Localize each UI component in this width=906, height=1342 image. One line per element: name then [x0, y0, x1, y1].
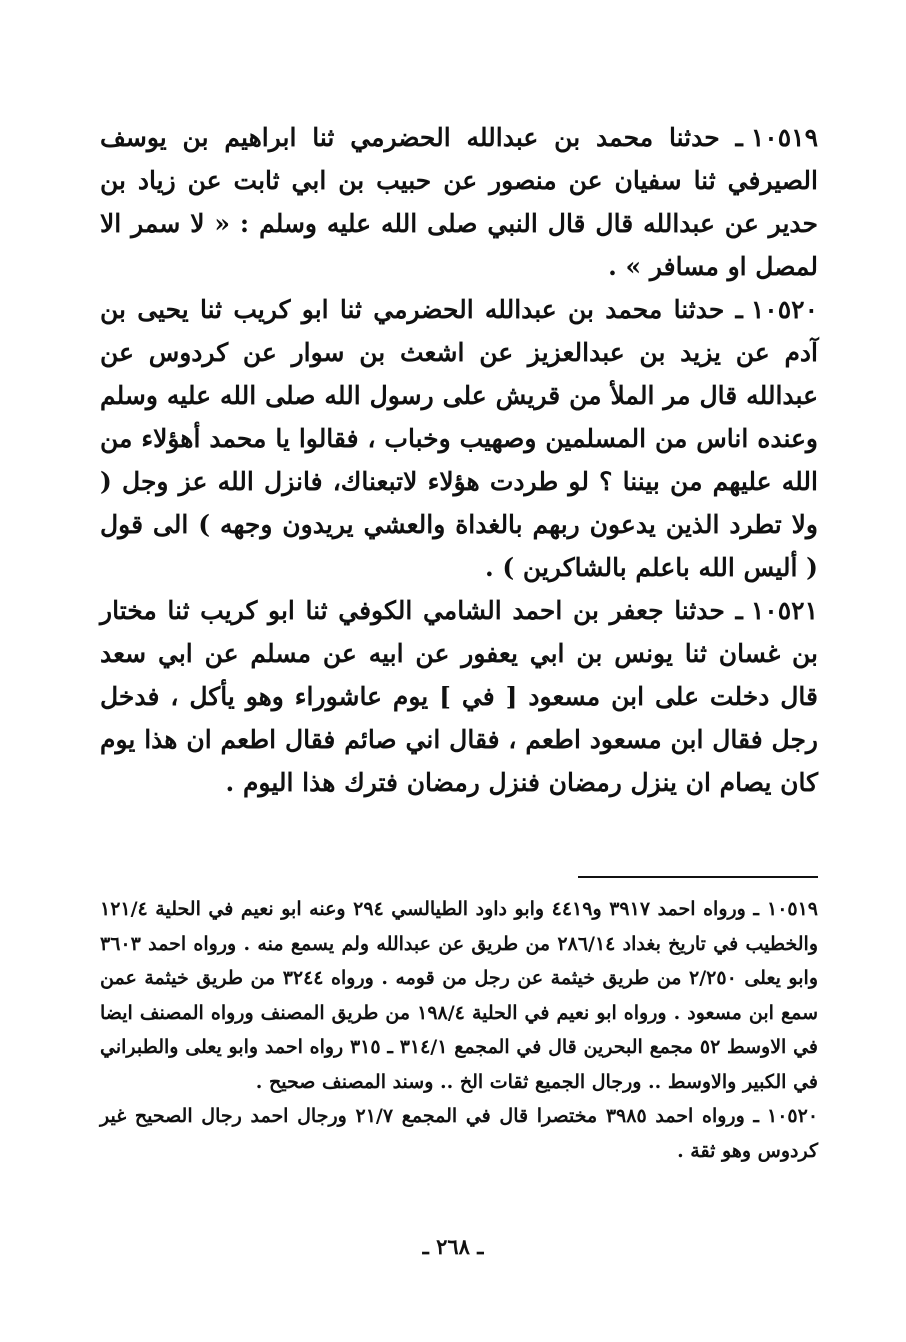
- hadith-number: ١٠٥١٩: [750, 123, 818, 152]
- footnote: [100, 892, 818, 1099]
- hadith-paragraph: [100, 288, 818, 589]
- footnote: [100, 1099, 818, 1168]
- hadith-number: ١٠٥٢١: [750, 596, 818, 625]
- footnote-text: ـ ورواه احمد ٣٩٨٥ مختصرا قال في المجمع ٢١/٧ ورجال احمد رجال الصحيح غير كردوس وهو ثقة .: [100, 1105, 818, 1162]
- footnote-text: ـ ورواه احمد ٣٩١٧ و٤٤١٩ وابو داود الطيالسي ٢٩٤ وعنه ابو نعيم في الحلية ١٢١/٤ والخطيب في تاريخ بغداد ٢٨٦/١٤ من طريق عن عبدالله ولم يسمع منه . ورواه احمد ٣٦٠٣ وابو يعلى ٢/٢٥٠ من طريق خيثمة عن رجل من قومه . ورواه ٣٢٤٤ من طريق خيثمة عمن سمع ابن مسعود . ورواه ابو نعيم في الحلية ١٩٨/٤ من طريق المصنف ورواه المصنف ايضا في الاوسط ٥٢ مجمع البحرين قال في المجمع ٣١٤/١ ـ ٣١٥ رواه احمد وابو يعلى والطبراني في الكبير والاوسط .. ورجال الجميع ثقات الخ .. وسند المصنف صحيح .: [100, 898, 818, 1093]
- page-number: ـ ٢٦٨ ـ: [422, 1234, 484, 1259]
- hadith-number: ١٠٥٢٠: [750, 295, 818, 324]
- footnotes: [100, 892, 818, 1168]
- hadith-paragraph: [100, 116, 818, 288]
- hadith-text: ـ حدثنا محمد بن عبدالله الحضرمي ثنا ابراهيم بن يوسف الصيرفي ثنا سفيان عن منصور عن حبيب بن ابي ثابت عن زياد بن حدير عن عبدالله قال قال النبي صلى الله عليه وسلم : « لا سمر الا لمصل او مسافر » .: [100, 123, 818, 281]
- footnote-divider: [578, 876, 818, 878]
- hadith-text: ـ حدثنا محمد بن عبدالله الحضرمي ثنا ابو كريب ثنا يحيى بن آدم عن يزيد بن عبدالعزيز عن اشعث بن سوار عن كردوس عن عبدالله قال مر الملأ من قريش على رسول الله صلى الله عليه وسلم وعنده اناس من المسلمين وصهيب وخباب ، فقالوا يا محمد أهؤلاء من الله عليهم من بيننا ؟ لو طردت هؤلاء لاتبعناك، فانزل الله عز وجل ( ولا تطرد الذين يدعون ربهم بالغداة والعشي يريدون وجهه ) الى قول ( أليس الله باعلم بالشاكرين ) .: [100, 295, 818, 582]
- hadith-text: ـ حدثنا جعفر بن احمد الشامي الكوفي ثنا ابو كريب ثنا مختار بن غسان ثنا يونس بن ابي يعفور عن ابيه عن مسلم عن ابي سعد قال دخلت على ابن مسعود [ في ] يوم عاشوراء وهو يأكل ، فدخل رجل فقال ابن مسعود اطعم ، فقال اني صائم فقال اطعم ان هذا يوم كان يصام ان ينزل رمضان فنزل رمضان فترك هذا اليوم .: [100, 596, 818, 797]
- main-text: [100, 116, 818, 804]
- hadith-paragraph: [100, 589, 818, 804]
- footnote-number: ١٠٥٢٠: [767, 1105, 819, 1127]
- footnote-number: ١٠٥١٩: [766, 898, 819, 920]
